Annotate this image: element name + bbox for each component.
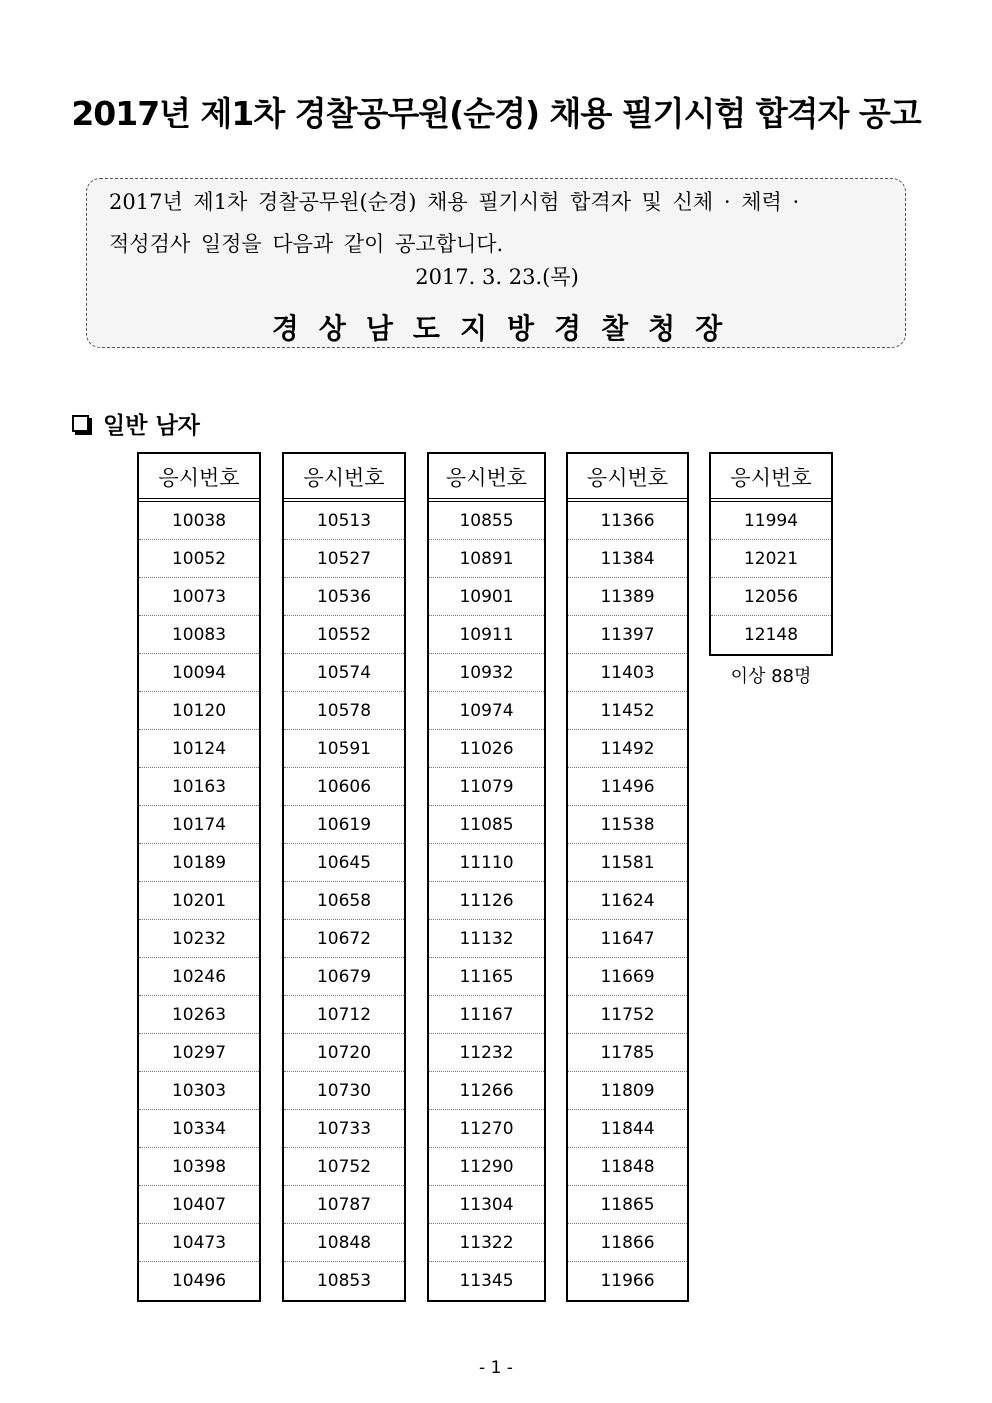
column-header: 응시번호 — [429, 454, 544, 502]
candidate-number: 10120 — [139, 692, 259, 730]
candidate-number: 10645 — [284, 844, 404, 882]
notice-text — [109, 181, 889, 265]
candidate-number: 10552 — [284, 616, 404, 654]
candidate-number: 11866 — [568, 1224, 687, 1262]
candidate-number: 10787 — [284, 1186, 404, 1224]
candidate-number: 10232 — [139, 920, 259, 958]
candidate-number: 10094 — [139, 654, 259, 692]
candidate-number: 11345 — [459, 1271, 514, 1291]
number-column — [137, 452, 261, 1302]
candidate-number: 10911 — [429, 616, 544, 654]
candidate-number: 10606 — [284, 768, 404, 806]
number-column — [427, 452, 546, 1302]
candidate-number: 11844 — [568, 1110, 687, 1148]
candidate-number: 10712 — [284, 996, 404, 1034]
candidate-number: 10407 — [139, 1186, 259, 1224]
candidate-number: 11366 — [568, 502, 687, 540]
candidate-number: 11492 — [568, 730, 687, 768]
candidate-number: 10398 — [139, 1148, 259, 1186]
candidate-number: 11079 — [429, 768, 544, 806]
candidate-number: 10189 — [139, 844, 259, 882]
candidate-number: 11994 — [711, 502, 831, 540]
candidate-number: 11865 — [568, 1186, 687, 1224]
candidate-number: 10303 — [139, 1072, 259, 1110]
candidate-number: 10853 — [316, 1271, 372, 1291]
candidate-number: 11085 — [429, 806, 544, 844]
candidate-number: 10163 — [139, 768, 259, 806]
candidate-number: 10083 — [139, 616, 259, 654]
section-heading — [72, 408, 200, 438]
candidate-number: 12021 — [711, 540, 831, 578]
checkbox-icon — [72, 415, 89, 432]
candidate-number: 10334 — [139, 1110, 259, 1148]
notice-box — [86, 178, 906, 348]
candidate-number: 10574 — [284, 654, 404, 692]
candidate-number: 10201 — [139, 882, 259, 920]
column-header: 응시번호 — [284, 454, 404, 502]
candidate-number: 11785 — [568, 1034, 687, 1072]
candidate-number: 11270 — [429, 1110, 544, 1148]
candidate-number: 10974 — [429, 692, 544, 730]
candidate-number: 10496 — [171, 1271, 227, 1291]
candidate-number: 11496 — [568, 768, 687, 806]
candidate-number: 11848 — [568, 1148, 687, 1186]
candidate-number: 10073 — [139, 578, 259, 616]
candidate-number: 10672 — [284, 920, 404, 958]
candidate-number: 10513 — [284, 502, 404, 540]
candidate-number: 10536 — [284, 578, 404, 616]
column-header: 응시번호 — [568, 454, 687, 502]
candidate-number: 11266 — [429, 1072, 544, 1110]
column-header: 응시번호 — [711, 454, 831, 502]
issuing-organization: 경상남도지방경찰청장 — [271, 312, 743, 345]
candidate-number: 10720 — [284, 1034, 404, 1072]
candidate-number: 12148 — [743, 625, 799, 645]
candidate-number: 11397 — [568, 616, 687, 654]
candidate-number: 11165 — [429, 958, 544, 996]
candidate-number: 11809 — [568, 1072, 687, 1110]
candidate-number: 10901 — [429, 578, 544, 616]
notice-line-2: 적성검사 일정을 다음과 같이 공고합니다. — [109, 232, 504, 256]
candidate-number: 10591 — [284, 730, 404, 768]
candidate-number: 10578 — [284, 692, 404, 730]
candidate-number: 10730 — [284, 1072, 404, 1110]
candidate-number: 10855 — [429, 502, 544, 540]
candidate-number: 10848 — [284, 1224, 404, 1262]
candidate-number: 10658 — [284, 882, 404, 920]
candidate-number: 11624 — [568, 882, 687, 920]
candidate-number: 11290 — [429, 1148, 544, 1186]
candidate-number: 10733 — [284, 1110, 404, 1148]
candidate-number: 11966 — [600, 1271, 655, 1291]
candidate-number: 10679 — [284, 958, 404, 996]
candidate-number: 11403 — [568, 654, 687, 692]
candidate-number: 11384 — [568, 540, 687, 578]
candidate-number: 10038 — [139, 502, 259, 540]
candidate-number: 10473 — [139, 1224, 259, 1262]
candidate-number: 11232 — [429, 1034, 544, 1072]
candidate-number: 11647 — [568, 920, 687, 958]
candidate-number: 11389 — [568, 578, 687, 616]
section-label: 일반 남자 — [103, 412, 200, 439]
candidate-number: 11752 — [568, 996, 687, 1034]
candidate-number: 11132 — [429, 920, 544, 958]
candidate-number: 10752 — [284, 1148, 404, 1186]
notice-date: 2017. 3. 23.(목) — [415, 265, 579, 289]
candidate-number: 10527 — [284, 540, 404, 578]
column-header: 응시번호 — [139, 454, 259, 502]
candidate-number: 11167 — [429, 996, 544, 1034]
candidate-number: 11304 — [429, 1186, 544, 1224]
candidate-number: 11322 — [429, 1224, 544, 1262]
notice-line-1: 2017년 제1차 경찰공무원(순경) 채용 필기시험 합격자 및 신체 · 체력 · — [109, 190, 800, 214]
candidate-number: 11538 — [568, 806, 687, 844]
candidate-number: 10932 — [429, 654, 544, 692]
page-number: - 1 - — [479, 1358, 513, 1378]
candidate-number: 10174 — [139, 806, 259, 844]
candidate-number: 10052 — [139, 540, 259, 578]
candidate-number: 11026 — [429, 730, 544, 768]
candidate-number: 10297 — [139, 1034, 259, 1072]
number-column — [709, 452, 833, 656]
candidate-number: 10124 — [139, 730, 259, 768]
candidate-number: 10246 — [139, 958, 259, 996]
candidate-number: 10263 — [139, 996, 259, 1034]
page-title: 2017년 제1차 경찰공무원(순경) 채용 필기시험 합격자 공고 — [71, 94, 921, 133]
candidate-number: 12056 — [711, 578, 831, 616]
number-column — [282, 452, 406, 1302]
candidate-number: 10619 — [284, 806, 404, 844]
number-column — [566, 452, 689, 1302]
candidate-number: 11110 — [429, 844, 544, 882]
candidate-number: 11669 — [568, 958, 687, 996]
candidate-number: 10891 — [429, 540, 544, 578]
candidate-number: 11126 — [429, 882, 544, 920]
candidate-number: 11581 — [568, 844, 687, 882]
total-count: 이상 88명 — [730, 666, 812, 687]
candidate-number: 11452 — [568, 692, 687, 730]
